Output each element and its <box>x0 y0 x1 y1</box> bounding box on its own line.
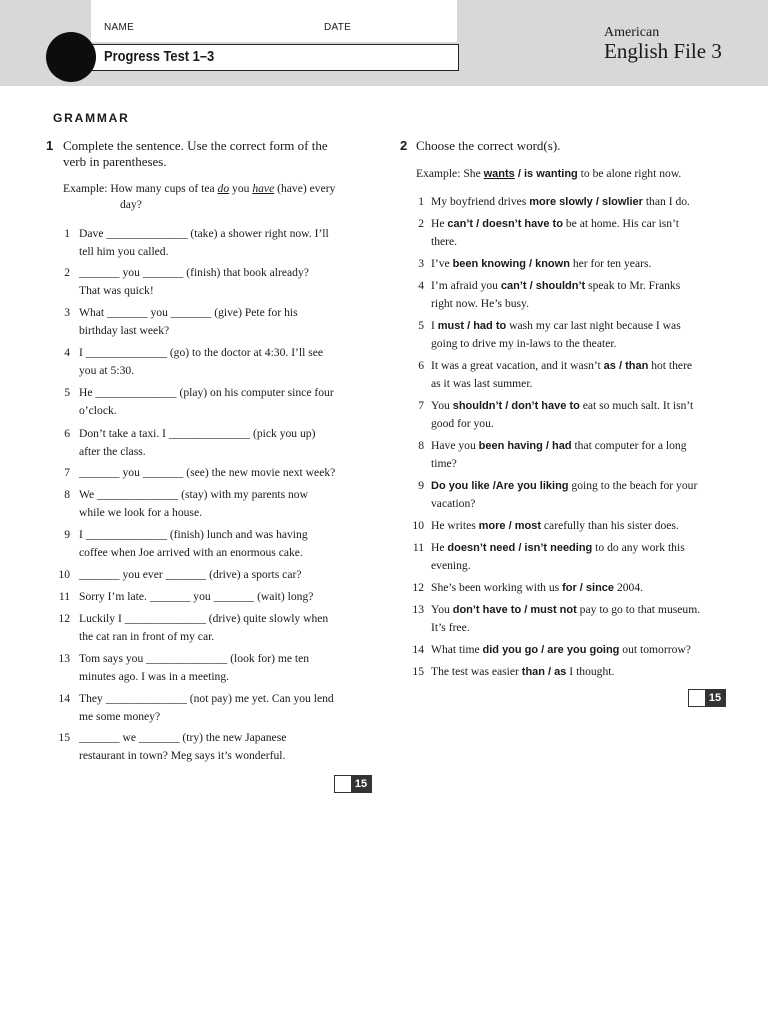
item-text-line-2: coffee when Joe arrived with an enormous cake. <box>79 546 303 559</box>
example-answer-have: have <box>252 182 275 195</box>
item-number: 12 <box>58 612 70 625</box>
item-text <box>431 215 679 233</box>
item-text-line-2: right now. He’s busy. <box>431 297 530 310</box>
item-text <box>431 437 687 455</box>
item-number: 8 <box>418 439 424 452</box>
item-number: 6 <box>418 359 424 372</box>
item-number: 7 <box>64 466 70 479</box>
item-text: We ______________ (stay) with my parents now <box>79 488 308 501</box>
example-text: (have) every <box>274 182 336 195</box>
exercise-2-number: 2 <box>400 138 408 153</box>
item-text-part: I’ve <box>431 257 453 270</box>
item-number: 12 <box>412 581 424 594</box>
item-text-part: than I do. <box>642 195 690 208</box>
item-text-part: I <box>431 319 438 332</box>
item-text <box>431 317 681 335</box>
item-text-part: speak to Mr. Franks <box>585 279 681 292</box>
item-text <box>431 641 691 659</box>
item-text-part: She’s been working with us <box>431 581 563 594</box>
item-text-line-2: That was quick! <box>79 284 154 297</box>
item-options: can’t / doesn’t have to <box>447 218 563 230</box>
title-circle-icon <box>46 32 96 82</box>
item-text-line-2: restaurant in town? Meg says it’s wonderful. <box>79 749 286 762</box>
item-text-line-2: me some money? <box>79 710 161 723</box>
exercise-2-instruction: Choose the correct word(s). <box>416 138 561 153</box>
exercise-2-score: 15 <box>705 690 725 706</box>
item-text-part: You <box>431 399 453 412</box>
item-number: 9 <box>64 528 70 541</box>
page-title: Progress Test 1–3 <box>104 48 215 65</box>
item-text <box>431 397 693 415</box>
item-number: 11 <box>58 590 70 603</box>
item-text <box>431 601 700 619</box>
item-text-part: He <box>431 217 448 230</box>
item-options: been knowing / known <box>452 258 570 270</box>
item-options: more / most <box>478 520 542 532</box>
item-text-part: pay to go to that museum. <box>576 603 701 616</box>
item-text-part: eat so much salt. It isn’t <box>579 399 694 412</box>
exercise-1-instruction-line-2: verb in parentheses. <box>63 154 167 169</box>
item-text <box>431 193 690 211</box>
item-text-part: Have you <box>431 439 479 452</box>
item-text: I ______________ (go) to the doctor at 4:30. I’ll see <box>79 346 324 359</box>
item-text-line-2: o’clock. <box>79 404 117 417</box>
item-text-line-2: the cat ran in front of my car. <box>79 630 215 643</box>
item-text: I ______________ (finish) lunch and was having <box>79 528 308 541</box>
item-text: Dave ______________ (take) a shower right now. I’ll <box>79 227 329 240</box>
item-number: 5 <box>64 386 70 399</box>
item-text <box>431 277 680 295</box>
item-text <box>431 579 643 597</box>
item-number: 6 <box>64 427 70 440</box>
item-text-part: What time <box>431 643 483 656</box>
item-options: more slowly / slowlier <box>529 196 643 208</box>
exercise-1-number: 1 <box>46 138 54 153</box>
item-text: _______ we _______ (try) the new Japanese <box>79 731 287 744</box>
example-option: is wanting <box>523 168 578 180</box>
item-text-line-2: It’s free. <box>431 621 470 634</box>
date-label: DATE <box>324 22 352 33</box>
item-number: 10 <box>58 568 70 581</box>
section-heading-grammar: GRAMMAR <box>53 111 130 125</box>
item-text-part: He writes <box>431 519 479 532</box>
item-text-part: He <box>431 541 448 554</box>
item-text-line-2: tell him you called. <box>79 245 169 258</box>
item-number: 9 <box>418 479 424 492</box>
item-number: 1 <box>418 195 424 208</box>
exercise-1-score-box <box>334 775 372 793</box>
item-number: 3 <box>64 306 70 319</box>
item-text <box>431 477 697 495</box>
item-text-part: carefully than his sister does. <box>541 519 679 532</box>
item-text-line-2: vacation? <box>431 497 476 510</box>
item-text-part: It was a great vacation, and it wasn’t <box>431 359 604 372</box>
item-text-line-2: as it was last summer. <box>431 377 533 390</box>
item-text <box>431 539 685 557</box>
item-options: must / had to <box>437 320 507 332</box>
item-number: 4 <box>418 279 424 292</box>
item-text-line-2: birthday last week? <box>79 324 170 337</box>
item-number: 4 <box>64 346 70 359</box>
exercise-1-example-line-2: day? <box>120 198 142 211</box>
item-number: 1 <box>64 227 70 240</box>
item-text-line-2: after the class. <box>79 445 146 458</box>
item-text: What _______ you _______ (give) Pete for his <box>79 306 298 319</box>
item-number: 7 <box>418 399 424 412</box>
item-text: _______ you _______ (finish) that book already? <box>79 266 309 279</box>
item-text: Luckily I ______________ (drive) quite slowly when <box>79 612 329 625</box>
item-text: Don’t take a taxi. I ______________ (pick you up) <box>79 427 316 440</box>
item-options: Do you like /Are you liking <box>431 480 569 492</box>
item-number: 14 <box>412 643 424 656</box>
item-number: 15 <box>58 731 70 744</box>
item-options: been having / had <box>478 440 572 452</box>
item-text-line-2: good for you. <box>431 417 494 430</box>
item-options: don’t have to / must not <box>452 604 577 616</box>
exercise-1-score: 15 <box>351 776 371 792</box>
item-text-part: her for ten years. <box>569 257 652 270</box>
item-text <box>431 663 614 681</box>
item-options: doesn’t need / isn’t needing <box>447 542 593 554</box>
item-number: 14 <box>58 692 70 705</box>
item-text-part: The test was easier <box>431 665 522 678</box>
item-text: _______ you _______ (see) the new movie next week? <box>79 466 336 479</box>
item-text: They ______________ (not pay) me yet. Can you lend <box>79 692 334 705</box>
item-text: Sorry I’m late. _______ you _______ (wait) long? <box>79 590 314 603</box>
item-text: _______ you ever _______ (drive) a sports car? <box>79 568 302 581</box>
example-answer-wants: wants <box>483 168 515 180</box>
item-number: 15 <box>412 665 424 678</box>
name-date-box <box>91 0 457 42</box>
item-text-part: wash my car last night because I was <box>506 319 681 332</box>
item-text-part: 2004. <box>614 581 644 594</box>
brand-american: American <box>604 25 660 40</box>
item-number: 13 <box>58 652 70 665</box>
item-text-part: that computer for a long <box>571 439 687 452</box>
item-number: 5 <box>418 319 424 332</box>
item-text-line-2: while we look for a house. <box>79 506 202 519</box>
item-text-part: You <box>431 603 453 616</box>
item-number: 3 <box>418 257 424 270</box>
item-number: 2 <box>64 266 70 279</box>
item-number: 8 <box>64 488 70 501</box>
item-text-part: I thought. <box>566 665 615 678</box>
item-options: did you go / are you going <box>482 644 620 656</box>
example-text: Example: How many cups of tea <box>63 182 218 195</box>
item-text-part: be at home. His car isn’t <box>562 217 679 230</box>
brand-english-file: English File 3 <box>604 39 722 63</box>
item-text-line-2: going to drive my in-laws to the theater. <box>431 337 617 350</box>
item-text-line-2: minutes ago. I was in a meeting. <box>79 670 230 683</box>
item-text-part: to do any work this <box>592 541 685 554</box>
item-text <box>431 357 692 375</box>
item-number: 2 <box>418 217 424 230</box>
item-options: shouldn’t / don’t have to <box>452 400 580 412</box>
item-options: can’t / shouldn’t <box>500 280 586 292</box>
item-text-part: My boyfriend drives <box>431 195 530 208</box>
exercise-1-instruction <box>63 138 328 170</box>
item-text <box>431 517 679 535</box>
exercise-1-instruction-line-1: Complete the sentence. Use the correct form of the <box>63 138 328 153</box>
item-text-line-2: there. <box>431 235 458 248</box>
example-text: Example: She <box>416 167 484 180</box>
example-text: you <box>229 182 253 195</box>
item-text: He ______________ (play) on his computer since four <box>79 386 334 399</box>
item-text-line-2: you at 5:30. <box>79 364 135 377</box>
example-slash: / <box>514 168 524 180</box>
item-text-part: out tomorrow? <box>619 643 691 656</box>
item-options: for / since <box>562 582 615 594</box>
item-text-part: hot there <box>648 359 693 372</box>
exercise-2-example <box>416 165 681 183</box>
example-text: to be alone right now. <box>577 167 682 180</box>
item-text <box>431 255 651 273</box>
item-number: 13 <box>412 603 424 616</box>
item-text-line-2: evening. <box>431 559 471 572</box>
item-options: than / as <box>521 666 567 678</box>
name-label: NAME <box>104 22 135 33</box>
example-answer-do: do <box>217 182 230 195</box>
item-text-line-2: time? <box>431 457 457 470</box>
item-text-part: I’m afraid you <box>431 279 501 292</box>
exercise-2-score-box <box>688 689 726 707</box>
item-text: Tom says you ______________ (look for) me ten <box>79 652 310 665</box>
item-text-part: going to the beach for your <box>568 479 698 492</box>
exercise-1-example <box>63 180 335 198</box>
item-number: 11 <box>412 541 424 554</box>
item-number: 10 <box>412 519 424 532</box>
item-options: as / than <box>603 360 649 372</box>
